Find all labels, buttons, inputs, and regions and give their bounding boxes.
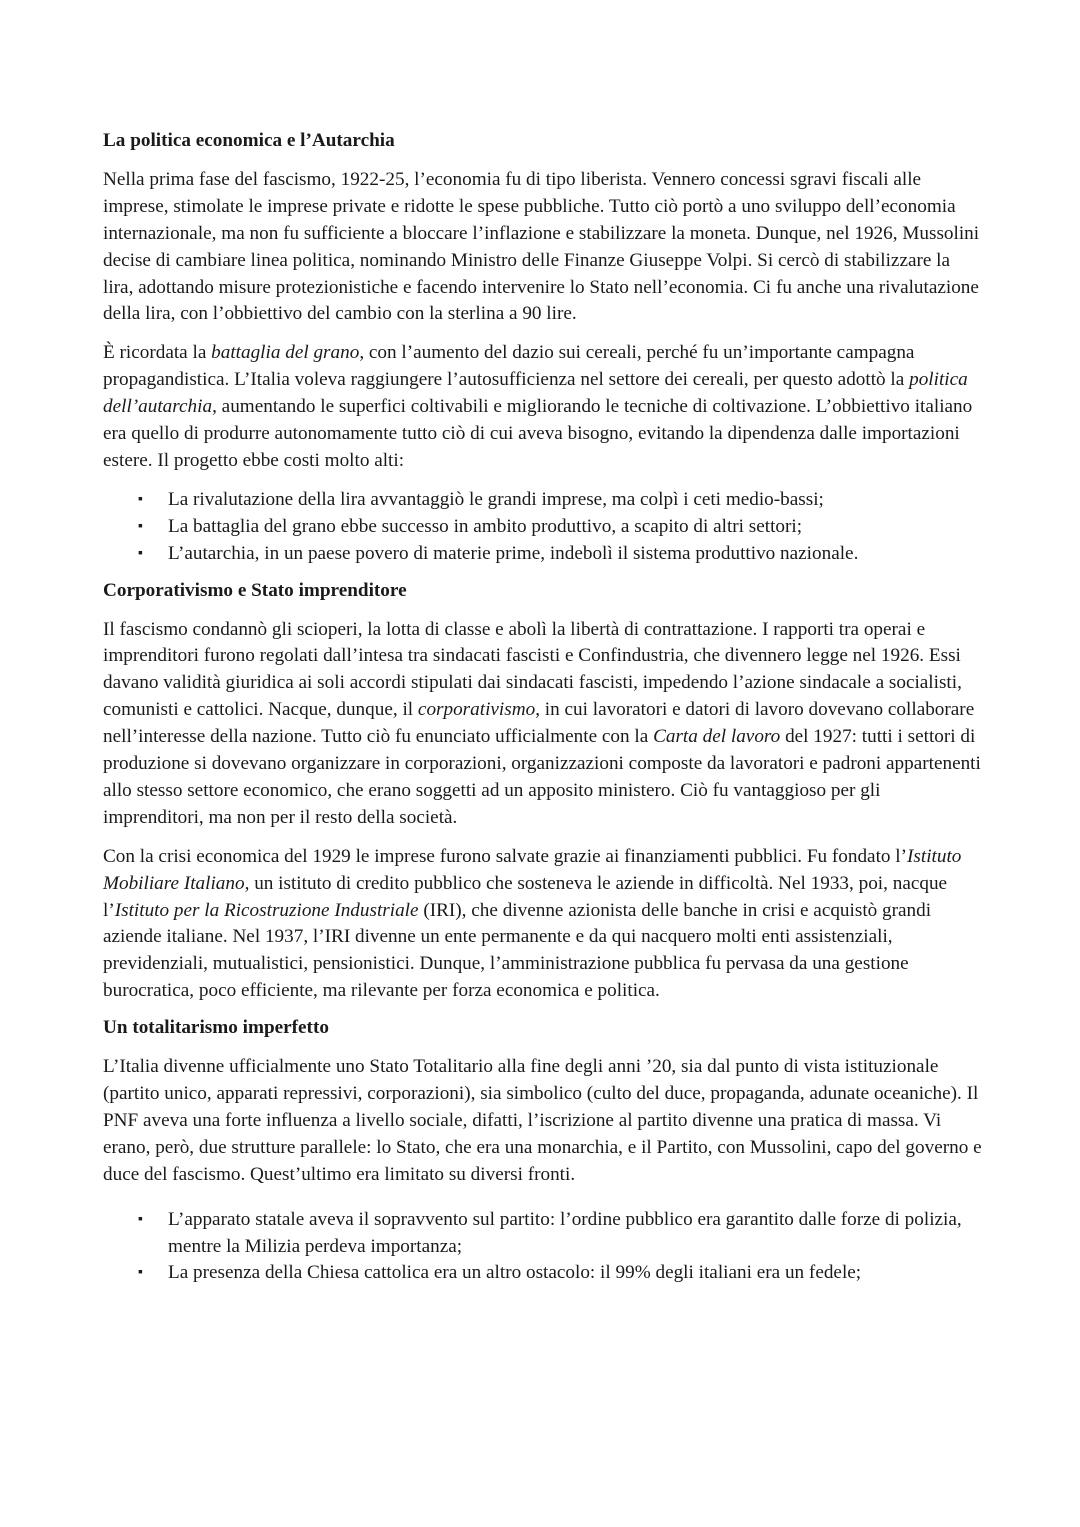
bullet-icon: ▪ (138, 491, 143, 507)
bullet-icon: ▪ (138, 545, 143, 561)
paragraph (103, 167, 983, 328)
paragraph-text: L’Italia divenne ufficialmente uno Stato Totalitario alla fine degli anni ’20, sia dal punto di vista istituzionale (partito unico, apparati repressivi, corporazioni), sia simbolico (culto del duce, propaganda, adunate oceaniche). Il PNF aveva una forte influenza a livello sociale, difatti, l’iscrizione al partito divenne una pratica di massa. Vi erano, però, due strutture parallele: lo Stato, che era una monarchia, e il Partito, con Mussolini, capo del governo e duce del fascismo. Quest’ultimo era limitato su diversi fronti. (103, 1056, 982, 1185)
paragraph-text: Con la crisi economica del 1929 le imprese furono salvate grazie ai finanziamenti pubblici. Fu fondato l’ (103, 845, 908, 867)
bullet-icon: ▪ (138, 518, 143, 534)
paragraph-text: Il fascismo condannò gli scioperi, la lotta di classe e abolì la libertà di contrattazione. I rapporti tra operai e imprenditori furono regolati dall’intesa tra sindacati fascisti e Confindustria, che divennero legge nel 1926. Essi davano validità giuridica ai soli accordi stipulati dai sindacati fascisti, impedendo l’azione sindacale a socialisti, comunisti e cattolici. Nacque, dunque, il (103, 618, 962, 721)
paragraph-text: , con l’aumento del dazio sui cereali, perché fu un’importante campagna propagandistica. L’Italia voleva raggiungere l’autosufficienza nel settore dei cereali, per questo adottò la (103, 342, 915, 391)
paragraph-text: , aumentando le superfici coltivabili e migliorando le tecniche di coltivazione. L’obbiettivo italiano era quello di produrre autonomamente tutto ciò di cui aveva bisogno, evitando la dipendenza dalle importazioni estere. Il progetto ebbe costi molto alti: (103, 396, 973, 471)
list-item: ▪ La presenza della Chiesa cattolica era un altro ostacolo: il 99% degli italiani era un fedele; (103, 1260, 983, 1287)
bullet-icon: ▪ (138, 1211, 143, 1227)
paragraph (103, 1054, 983, 1189)
italic-text: Istituto per la Ricostruzione Industriale (114, 899, 419, 921)
paragraph (103, 844, 983, 1005)
section-title-autarchia: La politica economica e l’Autarchia (103, 130, 395, 151)
bullet-list (103, 1207, 983, 1288)
paragraph-text: , un istituto di credito pubblico che sosteneva le aziende in difficoltà. Nel 1933, poi, nacque l’ (103, 872, 948, 921)
list-item: ▪ La battaglia del grano ebbe successo in ambito produttivo, a scapito di altri settori; (103, 514, 983, 541)
list-item: ▪ L’apparato statale aveva il sopravvento sul partito: l’ordine pubblico era garantito dalle forze di polizia, mentre la Milizia perdeva importanza; (138, 1208, 962, 1257)
paragraph-text: Nella prima fase del fascismo, 1922-25, l’economia fu di tipo liberista. Vennero concessi sgravi fiscali alle imprese, stimolate le imprese private e ridotte le spese pubbliche. Tutto ciò portò a uno sviluppo dell’economia internazionale, ma non fu sufficiente a bloccare l’inflazione e stabilizzare la moneta. Dunque, nel 1926, Mussolini decise di cambiare linea politica, nominando Ministro delle Finanze Giuseppe Volpi. Si cercò di stabilizzare la lira, adottando misure protezionistiche e facendo intervenire lo Stato nell’economia. Ci fu anche una rivalutazione della lira, con l’obbiettivo del cambio con la sterlina a 90 lire. (103, 168, 980, 325)
section-title-totalitarismo: Un totalitarismo imperfetto (103, 1017, 329, 1039)
bullet-icon: ▪ (138, 1265, 143, 1281)
paragraph-text: È ricordata la (103, 342, 212, 364)
paragraph (103, 617, 983, 832)
italic-text: politica dell’autarchia (103, 369, 968, 418)
paragraph-text: , in cui lavoratori e datori di lavoro dovevano collaborare nell’interesse della nazione. Tutto ciò fu enunciato ufficialmente con la (103, 699, 975, 748)
list-item: ▪ L’autarchia, in un paese povero di materie prime, indebolì il sistema produttivo nazionale. (103, 541, 983, 568)
paragraph-text: del 1927: tutti i settori di produzione si dovevano organizzare in corporazioni, organizzazioni composte da lavoratori e padroni appartenenti allo stesso settore economico, che erano soggetti ad un apposito ministero. Ciò fu vantaggioso per gli imprenditori, ma non per il resto della società. (103, 726, 981, 828)
bullet-list (103, 487, 983, 568)
italic-text: Istituto Mobiliare Italiano (103, 845, 962, 894)
paragraph (103, 340, 983, 475)
paragraph-text: (IRI), che divenne azionista delle banche in crisi e acquistò grandi aziende italiane. Nel 1937, l’IRI divenne un ente permanente e da qui nacquero molti enti assistenziali, previdenziali, mutualistici, pensionistici. Dunque, l’amministrazione pubblica fu pervasa da una gestione burocratica, poco efficiente, ma rilevante per forza economica e politica. (103, 899, 932, 1002)
document-page (103, 128, 983, 1299)
italic-text: corporativismo (417, 699, 536, 721)
list-item: ▪ La rivalutazione della lira avvantaggiò le grandi imprese, ma colpì i ceti medio-bassi; (103, 487, 983, 514)
italic-text: Carta del lavoro (653, 726, 781, 748)
section-title-corporativismo: Corporativismo e Stato imprenditore (103, 579, 407, 601)
italic-text: battaglia del grano (211, 342, 360, 364)
